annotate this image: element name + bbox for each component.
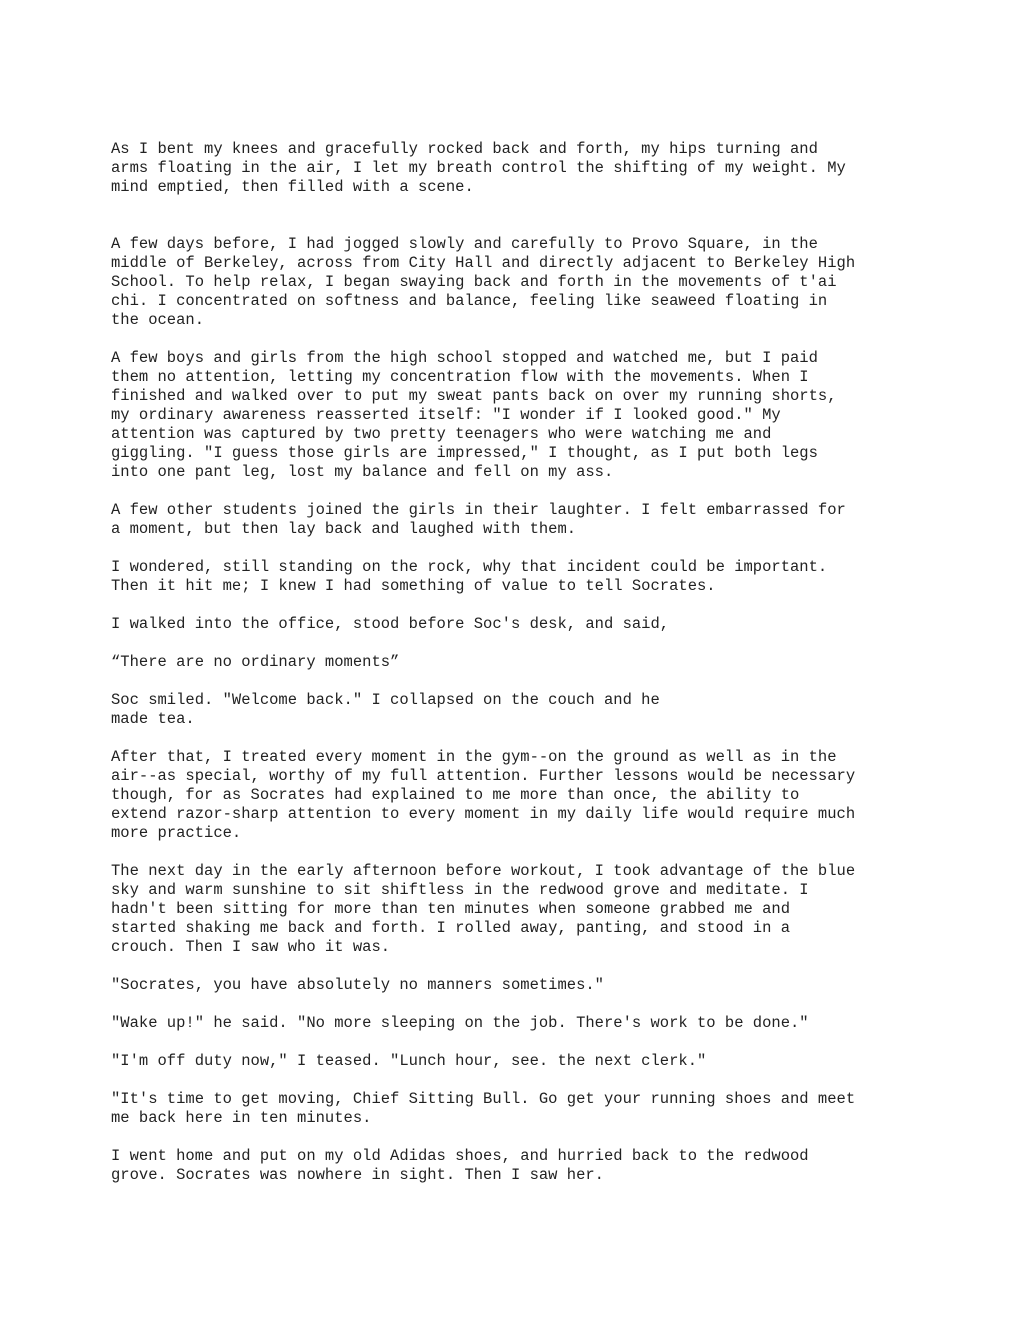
paragraph: After that, I treated every moment in the gym--on the ground as well as in the air--as special, worthy of my full attention. Further lessons would be necessary though, for as Socrates had explained to me more than once, the ability to extend razor-sharp attention to every moment in my daily life would require much more practice. [111, 748, 856, 842]
paragraph: "Wake up!" he said. "No more sleeping on the job. There's work to be done." [111, 1014, 809, 1032]
paragraph: "Socrates, you have absolutely no manners sometimes." [111, 976, 604, 994]
paragraph: A few days before, I had jogged slowly and carefully to Provo Square, in the middle of Berkeley, across from City Hall and directly adjacent to Berkeley High School. To help relax, I began swaying back and forth in the movements of t'ai chi. I concentrated on softness and balance, feeling like seaweed floating in the ocean. [111, 235, 856, 329]
paragraph: A few boys and girls from the high school stopped and watched me, but I paid them no attention, letting my concentration flow with the movements. When I finished and walked over to put my sweat pants back on over my running shorts, my ordinary awareness reasserted itself: "I wonder if I looked good." My attention was captured by two pretty teenagers who were watching me and giggling. "I guess those girls are impressed," I thought, as I put both legs into one pant leg, lost my balance and fell on my ass. [111, 349, 837, 481]
paragraph: “There are no ordinary moments” [111, 653, 400, 671]
paragraph: "I'm off duty now," I teased. "Lunch hour, see. the next clerk." [111, 1052, 707, 1070]
paragraph: I went home and put on my old Adidas shoes, and hurried back to the redwood grove. Socrates was nowhere in sight. Then I saw her. [111, 1147, 809, 1184]
paragraph: I walked into the office, stood before Soc's desk, and said, [111, 615, 670, 633]
document-body [111, 140, 921, 1204]
paragraph: Soc smiled. "Welcome back." I collapsed on the couch and he made tea. [111, 691, 660, 728]
paragraph: A few other students joined the girls in their laughter. I felt embarrassed for a moment, but then lay back and laughed with them. [111, 501, 846, 538]
paragraph: "It's time to get moving, Chief Sitting Bull. Go get your running shoes and meet me back here in ten minutes. [111, 1090, 856, 1127]
paragraph: As I bent my knees and gracefully rocked back and forth, my hips turning and arms floating in the air, I let my breath control the shifting of my weight. My mind emptied, then filled with a scene. [111, 140, 846, 196]
paragraph: I wondered, still standing on the rock, why that incident could be important. Then it hit me; I knew I had something of value to tell Socrates. [111, 558, 828, 595]
paragraph: The next day in the early afternoon before workout, I took advantage of the blue sky and warm sunshine to sit shiftless in the redwood grove and meditate. I hadn't been sitting for more than ten minutes when someone grabbed me and started shaking me back and forth. I rolled away, panting, and stood in a crouch. Then I saw who it was. [111, 862, 856, 956]
